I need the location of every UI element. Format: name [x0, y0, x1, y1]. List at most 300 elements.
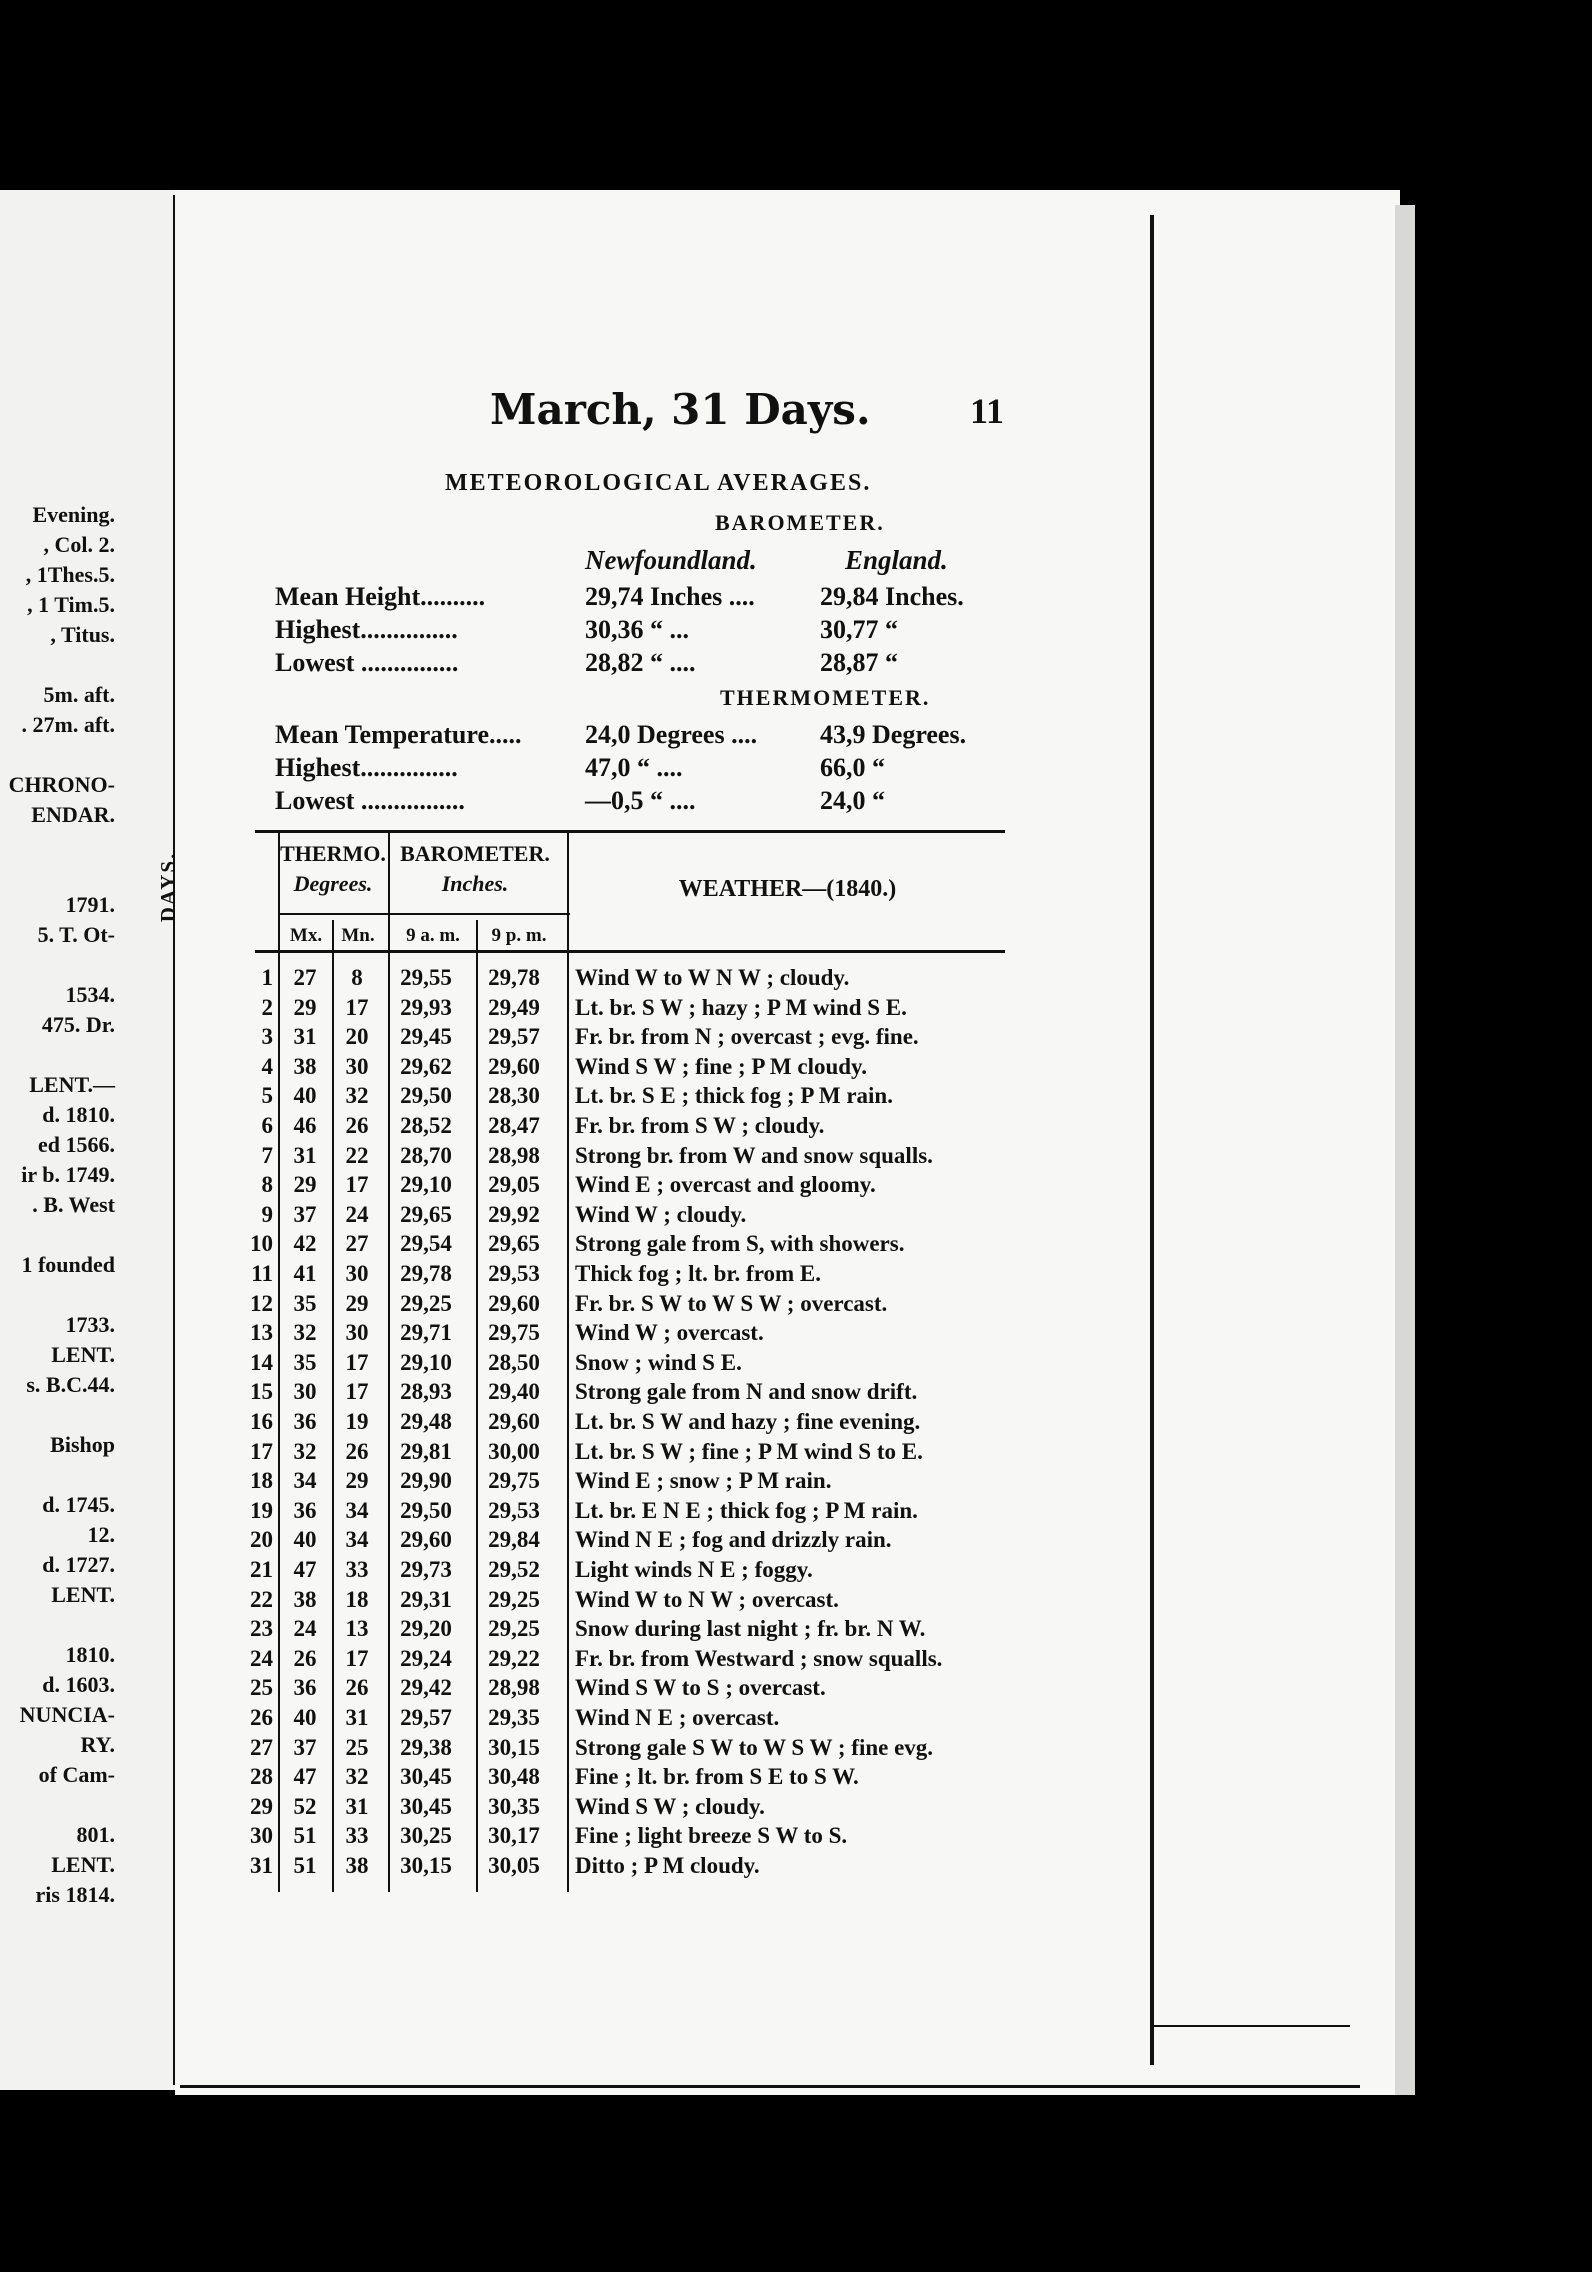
left-margin-line: 1810. — [65, 1642, 115, 1667]
table-row — [240, 1318, 1005, 1348]
min-temp-cell: 27 — [345, 1231, 369, 1257]
left-margin-line — [0, 1400, 175, 1430]
baro-pm-cell: 29,22 — [488, 1645, 540, 1671]
min-temp-cell: 30 — [345, 1261, 369, 1286]
max-temp-cell: 42 — [293, 1231, 317, 1257]
day-cell: 28 — [250, 1764, 273, 1790]
left-margin-line — [0, 1220, 175, 1250]
col-rule-am — [476, 920, 478, 1892]
baro-pm-cell: 29,52 — [488, 1557, 540, 1582]
min-temp-cell: 13 — [345, 1616, 369, 1642]
baro-pm-cell: 29,75 — [488, 1468, 540, 1494]
day-cell: 20 — [250, 1527, 273, 1553]
label: Mean Temperature..... — [275, 720, 522, 749]
left-margin-line: d. 1603. — [42, 1672, 115, 1697]
min-temp-cell: 18 — [345, 1586, 369, 1612]
table-row — [240, 1052, 1005, 1082]
weather-cell: Lt. br. S W and hazy ; fine evening. — [575, 1409, 921, 1434]
left-margin-line: ed 1566. — [38, 1132, 115, 1157]
weather-cell: Fine ; lt. br. from S E to S W. — [575, 1764, 859, 1790]
left-page-fragment — [0, 190, 175, 2090]
left-margin-line: ENDAR. — [31, 802, 115, 827]
left-margin-line — [0, 1790, 175, 1820]
left-margin-line: Bishop — [50, 1432, 115, 1457]
left-margin-text — [0, 500, 175, 1910]
weather-cell: Thick fog ; lt. br. from E. — [575, 1261, 821, 1286]
day-cell: 11 — [251, 1261, 273, 1286]
day-cell: 21 — [250, 1557, 273, 1582]
day-cell: 15 — [250, 1379, 273, 1405]
min-temp-cell: 26 — [345, 1113, 369, 1138]
baro-am-cell: 29,62 — [400, 1053, 452, 1079]
table-row — [240, 1407, 1005, 1437]
min-temp-cell: 31 — [345, 1705, 369, 1730]
baro-am-cell: 29,31 — [400, 1586, 452, 1612]
average-row — [275, 615, 995, 647]
min-temp-cell: 29 — [345, 1290, 369, 1316]
max-temp-cell: 30 — [293, 1379, 317, 1405]
left-margin-line: s. B.C.44. — [26, 1372, 115, 1397]
weather-cell: Strong gale S W to W S W ; fine evg. — [575, 1734, 934, 1760]
days-header: DAYS. — [156, 851, 180, 923]
day-cell: 25 — [250, 1675, 273, 1701]
col-rule-mx — [332, 920, 334, 1892]
baro-pm-cell: 30,15 — [488, 1734, 540, 1760]
baro-am-cell: 29,25 — [400, 1290, 452, 1316]
left-margin-line: , Col. 2. — [43, 532, 115, 557]
baro-pm-cell: 29,57 — [488, 1024, 540, 1050]
sub-mn: Mn. — [341, 925, 375, 946]
table-row — [240, 1229, 1005, 1259]
weather-cell: Wind S W ; cloudy. — [575, 1793, 765, 1819]
weather-cell: Lt. br. S E ; thick fog ; P M rain. — [575, 1083, 893, 1109]
day-cell: 14 — [250, 1349, 273, 1375]
baro-am-cell: 29,65 — [400, 1201, 452, 1227]
min-temp-cell: 34 — [345, 1527, 369, 1553]
left-margin-line — [0, 1460, 175, 1490]
min-temp-cell: 17 — [345, 1379, 369, 1405]
page-edge — [1395, 205, 1415, 2095]
min-temp-cell: 26 — [345, 1675, 369, 1701]
min-temp-cell: 33 — [345, 1823, 369, 1849]
col-rule-thermo — [388, 832, 390, 1892]
left-margin-line: 801. — [76, 1822, 115, 1847]
table-row — [240, 1111, 1005, 1141]
table-row — [240, 1525, 1005, 1555]
bottom-right-dash — [1150, 2025, 1350, 2027]
day-cell: 13 — [250, 1320, 273, 1346]
table-row — [240, 1555, 1005, 1585]
baro-am-cell: 30,45 — [400, 1793, 452, 1819]
page-title: March, 31 Days. — [490, 385, 871, 434]
baro-pm-cell: 29,25 — [488, 1586, 540, 1612]
left-margin-line: 475. Dr. — [41, 1012, 115, 1037]
subheader-rule — [280, 913, 570, 915]
max-temp-cell: 41 — [293, 1261, 317, 1286]
barometer-sub-header: Inches. — [441, 871, 509, 896]
table-row — [240, 1821, 1005, 1851]
table-row — [240, 1733, 1005, 1763]
sub-am: 9 a. m. — [406, 925, 460, 946]
baro-pm-cell: 30,00 — [488, 1438, 540, 1464]
weather-header: WEATHER—(1840.) — [678, 876, 897, 902]
left-margin-line — [0, 830, 175, 860]
baro-am-cell: 29,93 — [400, 994, 452, 1020]
right-frame-rule — [1150, 215, 1154, 2065]
left-margin-line: LENT.— — [29, 1072, 115, 1097]
weather-cell: Strong gale from S, with showers. — [575, 1231, 905, 1257]
bottom-frame-rule — [180, 2085, 1360, 2088]
left-margin-line: , 1Thes.5. — [25, 562, 115, 587]
baro-pm-cell: 29,05 — [488, 1172, 540, 1198]
day-cell: 27 — [250, 1734, 273, 1760]
baro-am-cell: 29,48 — [400, 1409, 452, 1434]
weather-cell: Ditto ; P M cloudy. — [575, 1853, 760, 1878]
max-temp-cell: 51 — [293, 1823, 317, 1849]
left-margin-line: 5m. aft. — [43, 682, 115, 707]
day-cell: 9 — [261, 1201, 273, 1227]
baro-pm-cell: 30,35 — [488, 1793, 540, 1819]
min-temp-cell: 34 — [345, 1497, 369, 1523]
left-margin-line: 1 founded — [21, 1252, 115, 1277]
left-margin-line — [0, 1040, 175, 1070]
average-row — [275, 720, 995, 752]
weather-cell: Wind N E ; overcast. — [575, 1705, 780, 1730]
baro-am-cell: 29,78 — [400, 1261, 452, 1286]
max-temp-cell: 36 — [293, 1497, 317, 1523]
england-value: 43,9 Degrees. — [820, 720, 967, 749]
max-temp-cell: 40 — [293, 1527, 317, 1553]
baro-am-cell: 29,73 — [400, 1557, 452, 1582]
thermo-header: THERMO. — [280, 841, 386, 866]
table-row — [240, 1644, 1005, 1674]
table-row — [240, 1614, 1005, 1644]
left-margin-line: 1791. — [65, 892, 115, 917]
day-cell: 8 — [261, 1172, 273, 1198]
col-newfoundland: Newfoundland. — [585, 545, 757, 575]
baro-am-cell: 29,10 — [400, 1349, 452, 1375]
day-cell: 1 — [261, 965, 273, 990]
baro-pm-cell: 28,50 — [488, 1349, 540, 1375]
baro-pm-cell: 29,53 — [488, 1497, 540, 1523]
average-row — [275, 582, 995, 614]
left-margin-line — [0, 860, 175, 890]
baro-pm-cell: 28,30 — [488, 1083, 540, 1109]
left-margin-line: ris 1814. — [35, 1882, 115, 1907]
table-row — [240, 1200, 1005, 1230]
day-cell: 4 — [261, 1053, 273, 1079]
label: Lowest ............... — [275, 648, 459, 677]
max-temp-cell: 26 — [293, 1645, 317, 1671]
baro-am-cell: 29,90 — [400, 1468, 452, 1494]
page-number: 11 — [970, 391, 1005, 431]
baro-pm-cell: 29,60 — [488, 1053, 540, 1079]
baro-am-cell: 28,93 — [400, 1379, 452, 1405]
weather-cell: Fr. br. S W to W S W ; overcast. — [575, 1290, 888, 1316]
min-temp-cell: 32 — [345, 1083, 369, 1109]
day-cell: 5 — [261, 1083, 273, 1109]
max-temp-cell: 35 — [293, 1349, 317, 1375]
min-temp-cell: 17 — [345, 1645, 369, 1671]
baro-am-cell: 29,42 — [400, 1675, 452, 1701]
day-cell: 19 — [250, 1497, 273, 1523]
left-margin-line: NUNCIA- — [19, 1702, 115, 1727]
min-temp-cell: 33 — [345, 1557, 369, 1582]
weather-cell: Wind E ; overcast and gloomy. — [575, 1172, 876, 1198]
newfoundland-value: —0,5 “ .... — [585, 786, 696, 815]
left-margin-line: . 27m. aft. — [21, 712, 115, 737]
baro-pm-cell: 30,17 — [488, 1823, 540, 1849]
table-row — [240, 1762, 1005, 1792]
table-row — [240, 1141, 1005, 1171]
day-cell: 6 — [261, 1113, 273, 1138]
table-row — [240, 1170, 1005, 1200]
weather-cell: Wind W to W N W ; cloudy. — [575, 965, 850, 990]
table-row — [240, 1022, 1005, 1052]
left-margin-line — [0, 650, 175, 680]
baro-am-cell: 29,50 — [400, 1083, 452, 1109]
table-row — [240, 1673, 1005, 1703]
col-england: England. — [845, 545, 948, 575]
left-margin-line — [0, 1610, 175, 1640]
baro-am-cell: 29,45 — [400, 1024, 452, 1050]
min-temp-cell: 19 — [345, 1409, 369, 1434]
baro-pm-cell: 28,98 — [488, 1675, 540, 1701]
max-temp-cell: 29 — [293, 994, 317, 1020]
table-row — [240, 1703, 1005, 1733]
table-row — [240, 1259, 1005, 1289]
left-margin-line: , Titus. — [50, 622, 115, 647]
min-temp-cell: 22 — [345, 1142, 369, 1168]
min-temp-cell: 25 — [345, 1734, 369, 1760]
left-margin-line: LENT. — [51, 1852, 115, 1877]
table-row — [240, 1081, 1005, 1111]
baro-pm-cell: 28,98 — [488, 1142, 540, 1168]
max-temp-cell: 31 — [293, 1024, 317, 1050]
baro-pm-cell: 29,53 — [488, 1261, 540, 1286]
weather-cell: Wind E ; snow ; P M rain. — [575, 1468, 832, 1494]
weather-cell: Fine ; light breeze S W to S. — [575, 1823, 848, 1849]
max-temp-cell: 32 — [293, 1320, 317, 1346]
min-temp-cell: 29 — [345, 1468, 369, 1494]
baro-am-cell: 28,70 — [400, 1142, 452, 1168]
weather-cell: Wind S W ; fine ; P M cloudy. — [575, 1053, 868, 1079]
min-temp-cell: 17 — [345, 994, 369, 1020]
table-row — [240, 1377, 1005, 1407]
table-row — [240, 1289, 1005, 1319]
day-cell: 31 — [250, 1853, 273, 1878]
england-value: 24,0 “ — [820, 786, 885, 815]
label: Lowest ................ — [275, 786, 465, 815]
baro-am-cell: 29,20 — [400, 1616, 452, 1642]
baro-pm-cell: 29,60 — [488, 1409, 540, 1434]
baro-am-cell: 29,38 — [400, 1734, 452, 1760]
day-cell: 30 — [250, 1823, 273, 1849]
left-margin-line: CHRONO- — [8, 772, 115, 797]
table-top-rule — [255, 830, 1005, 833]
sub-mx: Mx. — [289, 925, 323, 946]
newfoundland-value: 24,0 Degrees .... — [585, 720, 758, 749]
england-value: 66,0 “ — [820, 753, 885, 782]
label: Highest............... — [275, 753, 458, 782]
weather-cell: Wind W ; cloudy. — [575, 1201, 747, 1227]
weather-cell: Snow ; wind S E. — [575, 1349, 742, 1375]
baro-am-cell: 29,71 — [400, 1320, 452, 1346]
baro-pm-cell: 30,05 — [488, 1853, 540, 1878]
averages-heading: METEOROLOGICAL AVERAGES. — [445, 470, 872, 496]
table-row — [240, 1348, 1005, 1378]
header-bottom-rule — [255, 950, 1005, 953]
day-cell: 10 — [250, 1231, 273, 1257]
min-temp-cell: 31 — [345, 1793, 369, 1819]
baro-am-cell: 29,55 — [400, 965, 452, 990]
weather-cell: Light winds N E ; foggy. — [575, 1557, 813, 1582]
day-cell: 12 — [250, 1290, 273, 1316]
baro-am-cell: 29,54 — [400, 1231, 452, 1257]
day-cell: 16 — [250, 1409, 273, 1434]
thermo-sub-header: Degrees. — [293, 871, 373, 896]
max-temp-cell: 27 — [293, 965, 317, 990]
weather-cell: Strong gale from N and snow drift. — [575, 1379, 918, 1405]
max-temp-cell: 51 — [293, 1853, 317, 1878]
baro-pm-cell: 29,35 — [488, 1705, 540, 1730]
min-temp-cell: 17 — [345, 1172, 369, 1198]
baro-pm-cell: 29,78 — [488, 965, 540, 990]
baro-am-cell: 29,60 — [400, 1527, 452, 1553]
min-temp-cell: 24 — [345, 1201, 369, 1227]
baro-pm-cell: 29,84 — [488, 1527, 540, 1553]
day-cell: 26 — [250, 1705, 273, 1730]
barometer-heading: BAROMETER. — [715, 510, 885, 535]
left-margin-line: ir b. 1749. — [21, 1162, 115, 1187]
baro-am-cell: 29,24 — [400, 1645, 452, 1671]
min-temp-cell: 17 — [345, 1349, 369, 1375]
sub-pm: 9 p. m. — [491, 925, 547, 946]
left-margin-line: LENT. — [51, 1582, 115, 1607]
england-value: 28,87 “ — [820, 648, 898, 677]
min-temp-cell: 26 — [345, 1438, 369, 1464]
weather-cell: Snow during last night ; fr. br. N W. — [575, 1616, 926, 1642]
max-temp-cell: 47 — [293, 1557, 317, 1582]
max-temp-cell: 38 — [293, 1053, 317, 1079]
left-margin-line: RY. — [80, 1732, 115, 1757]
max-temp-cell: 36 — [293, 1409, 317, 1434]
baro-am-cell: 30,45 — [400, 1764, 452, 1790]
baro-pm-cell: 29,40 — [488, 1379, 540, 1405]
min-temp-cell: 30 — [345, 1053, 369, 1079]
average-row — [275, 753, 995, 785]
left-margin-line: d. 1727. — [42, 1552, 115, 1577]
max-temp-cell: 24 — [293, 1616, 317, 1642]
left-margin-line: 1733. — [65, 1312, 115, 1337]
max-temp-cell: 52 — [293, 1793, 317, 1819]
table-row — [240, 1496, 1005, 1526]
barometer-col-header: BAROMETER. — [400, 841, 550, 866]
day-cell: 18 — [250, 1468, 273, 1494]
day-cell: 29 — [250, 1793, 273, 1819]
baro-pm-cell: 30,48 — [488, 1764, 540, 1790]
baro-am-cell: 30,25 — [400, 1823, 452, 1849]
weather-cell: Lt. br. S W ; hazy ; P M wind S E. — [575, 994, 907, 1020]
left-margin-line: d. 1810. — [42, 1102, 115, 1127]
max-temp-cell: 47 — [293, 1764, 317, 1790]
baro-pm-cell: 28,47 — [488, 1113, 540, 1138]
min-temp-cell: 38 — [345, 1853, 369, 1878]
newfoundland-value: 30,36 “ ... — [585, 615, 689, 644]
baro-am-cell: 28,52 — [400, 1113, 452, 1138]
max-temp-cell: 35 — [293, 1290, 317, 1316]
left-margin-line: . B. West — [32, 1192, 115, 1217]
baro-am-cell: 29,10 — [400, 1172, 452, 1198]
day-cell: 17 — [250, 1438, 273, 1464]
weather-cell: Wind W to N W ; overcast. — [575, 1586, 839, 1612]
weather-cell: Fr. br. from Westward ; snow squalls. — [575, 1645, 943, 1671]
left-margin-line — [0, 740, 175, 770]
table-row — [240, 1585, 1005, 1615]
weather-cell: Fr. br. from N ; overcast ; evg. fine. — [575, 1024, 919, 1050]
table-row — [240, 963, 1005, 993]
average-row — [275, 786, 995, 818]
table-row — [240, 1792, 1005, 1822]
day-cell: 23 — [250, 1616, 273, 1642]
thermometer-heading: THERMOMETER. — [720, 685, 931, 710]
average-row — [275, 648, 995, 680]
left-margin-line — [0, 950, 175, 980]
max-temp-cell: 37 — [293, 1734, 317, 1760]
left-margin-line: 5. T. Ot- — [37, 922, 115, 947]
baro-am-cell: 29,50 — [400, 1497, 452, 1523]
baro-am-cell: 30,15 — [400, 1853, 452, 1878]
day-cell: 7 — [261, 1142, 273, 1168]
baro-pm-cell: 29,75 — [488, 1320, 540, 1346]
weather-cell: Strong br. from W and snow squalls. — [575, 1142, 933, 1168]
weather-cell: Lt. br. S W ; fine ; P M wind S to E. — [575, 1438, 923, 1464]
max-temp-cell: 40 — [293, 1705, 317, 1730]
min-temp-cell: 30 — [345, 1320, 369, 1346]
table-row — [240, 1851, 1005, 1881]
max-temp-cell: 46 — [293, 1113, 317, 1138]
newfoundland-value: 29,74 Inches .... — [585, 582, 755, 611]
max-temp-cell: 29 — [293, 1172, 317, 1198]
weather-cell: Fr. br. from S W ; cloudy. — [575, 1113, 825, 1138]
left-margin-line: LENT. — [51, 1342, 115, 1367]
england-value: 30,77 “ — [820, 615, 898, 644]
weather-cell: Wind S W to S ; overcast. — [575, 1675, 826, 1701]
newfoundland-value: 47,0 “ .... — [585, 753, 683, 782]
day-cell: 24 — [250, 1645, 273, 1671]
col-rule-days — [278, 832, 280, 1892]
max-temp-cell: 31 — [293, 1142, 317, 1168]
label: Mean Height.......... — [275, 582, 486, 611]
baro-pm-cell: 29,60 — [488, 1290, 540, 1316]
baro-pm-cell: 29,25 — [488, 1616, 540, 1642]
baro-am-cell: 29,81 — [400, 1438, 452, 1464]
day-cell: 3 — [261, 1024, 273, 1050]
england-value: 29,84 Inches. — [820, 582, 964, 611]
table-row — [240, 1437, 1005, 1467]
left-margin-line: Evening. — [32, 502, 115, 527]
label: Highest............... — [275, 615, 458, 644]
left-margin-line: 12. — [87, 1522, 115, 1547]
max-temp-cell: 37 — [293, 1201, 317, 1227]
weather-cell: Wind W ; overcast. — [575, 1320, 764, 1346]
left-margin-line: 1534. — [65, 982, 115, 1007]
baro-am-cell: 29,57 — [400, 1705, 452, 1730]
max-temp-cell: 34 — [293, 1468, 317, 1494]
baro-pm-cell: 29,49 — [488, 994, 540, 1020]
weather-cell: Lt. br. E N E ; thick fog ; P M rain. — [575, 1497, 918, 1523]
day-cell: 22 — [250, 1586, 273, 1612]
